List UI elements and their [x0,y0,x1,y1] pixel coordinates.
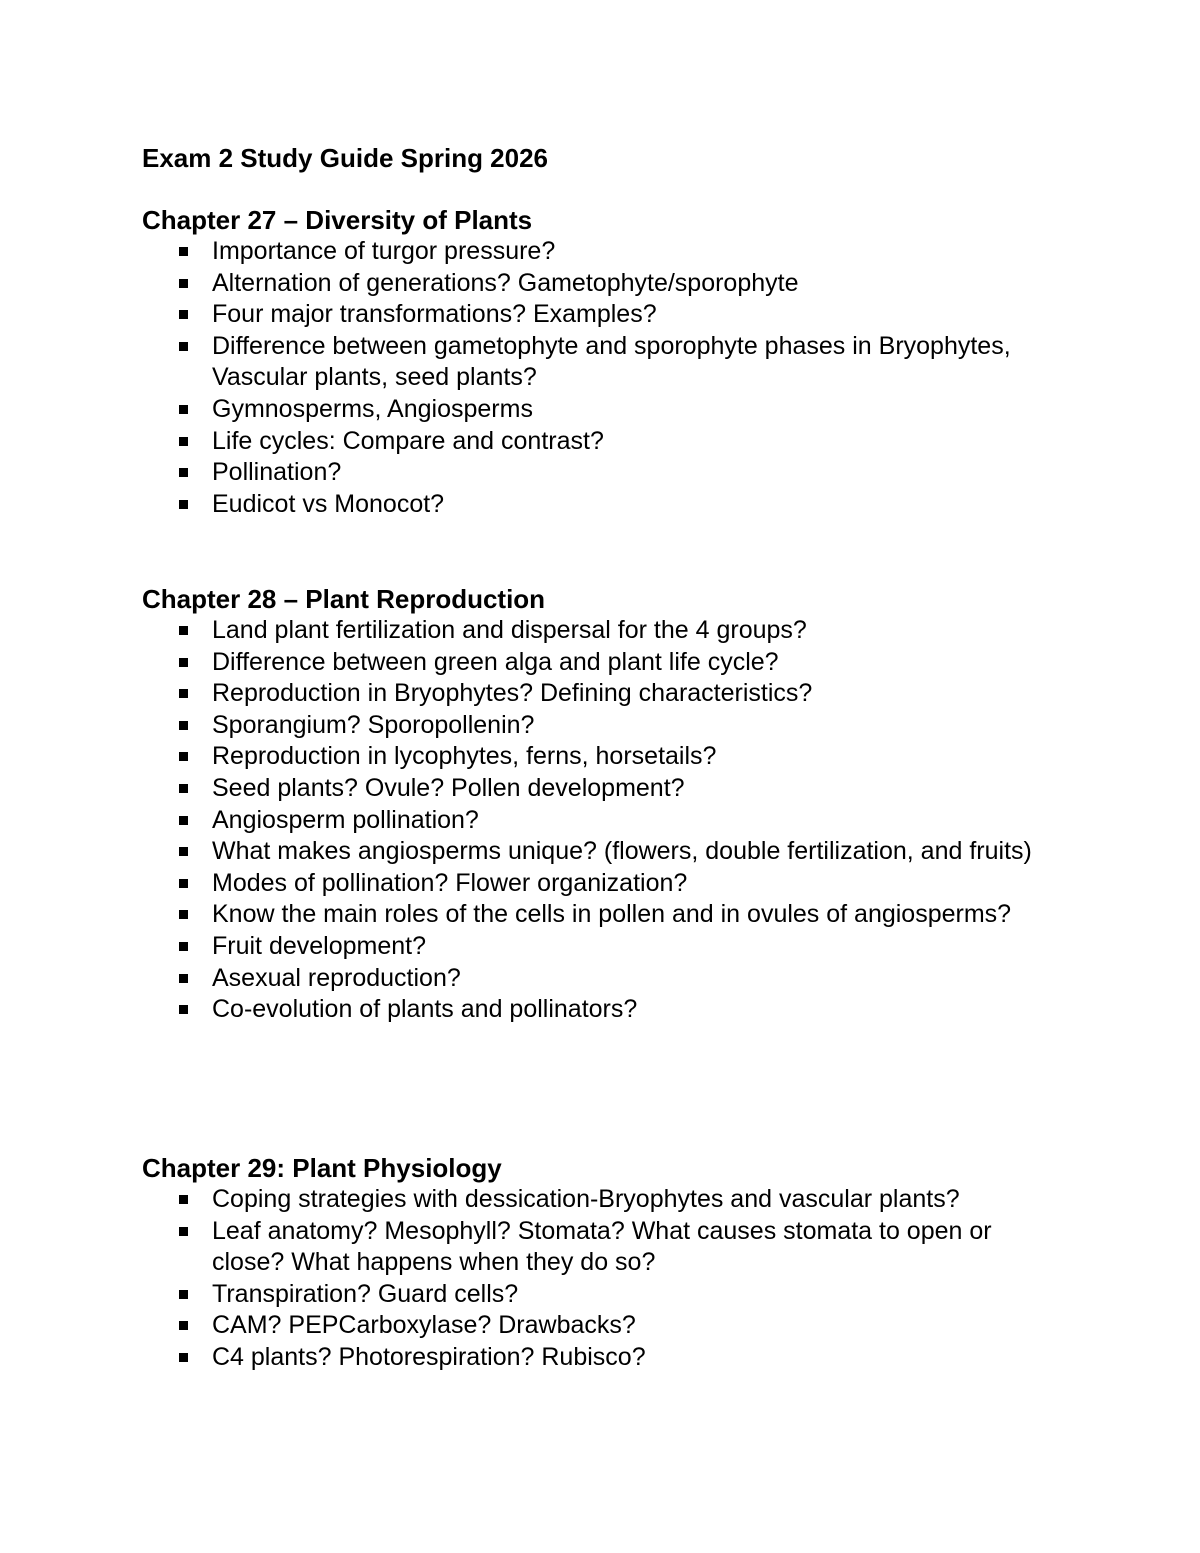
square-bullet-icon [179,500,188,509]
list-item-text: Alternation of generations? Gametophyte/sporophyte [212,268,799,297]
list-item-text: Angiosperm pollination? [212,805,479,834]
document-title: Exam 2 Study Guide Spring 2026 [142,143,549,173]
section-heading: Chapter 29: Plant Physiology [142,1153,502,1183]
list-item [142,836,1062,868]
square-bullet-icon [179,468,188,477]
list-item-text: Know the main roles of the cells in pollen and in ovules of angiosperms? [212,900,1012,929]
square-bullet-icon [179,689,188,698]
list-item [142,741,1062,773]
list-item [142,489,1062,521]
square-bullet-icon [179,721,188,730]
square-bullet-icon [179,910,188,919]
list-item [142,394,1062,426]
list-item-text: Sporangium? Sporopollenin? [212,710,535,739]
list-item-text: Modes of pollination? Flower organization? [212,868,688,897]
section-chapter-28 [142,583,1062,1026]
list-item-text: Difference between green alga and plant life cycle? [212,647,779,676]
list-item-text: Reproduction in lycophytes, ferns, horsetails? [212,742,717,771]
square-bullet-icon [179,342,188,351]
list-item-text: Transpiration? Guard cells? [212,1279,519,1308]
list-item-text: Fruit development? [212,931,427,960]
section-chapter-27 [142,204,1062,520]
list-item [142,805,1062,837]
square-bullet-icon [179,1290,188,1299]
list-item-text: What makes angiosperms unique? (flowers, double fertilization, and fruits) [212,837,1032,866]
square-bullet-icon [179,879,188,888]
list-item-text: Importance of turgor pressure? [212,237,556,265]
square-bullet-icon [179,626,188,635]
list-item [142,1184,1062,1216]
list-item [142,426,1062,458]
list-item [142,710,1062,742]
square-bullet-icon [179,1227,188,1236]
section-chapter-29 [142,1152,1062,1374]
square-bullet-icon [179,784,188,793]
list-item [142,299,1062,331]
bullet-list [142,1184,1062,1374]
bullet-list [142,236,1062,520]
square-bullet-icon [179,247,188,256]
list-item [142,678,1062,710]
list-item-text: Land plant fertilization and dispersal for the 4 groups? [212,616,807,644]
list-item [142,647,1062,679]
list-item-text: Life cycles: Compare and contrast? [212,426,604,455]
list-item-text: Reproduction in Bryophytes? Defining characteristics? [212,679,813,708]
list-item-text: C4 plants? Photorespiration? Rubisco? [212,1342,646,1371]
list-item-text: Gymnosperms, Angiosperms [212,394,533,423]
list-item [142,899,1062,931]
list-item [142,615,1062,647]
list-item-text: Coping strategies with dessication-Bryophytes and vascular plants? [212,1185,960,1213]
list-item [142,773,1062,805]
square-bullet-icon [179,816,188,825]
square-bullet-icon [179,279,188,288]
square-bullet-icon [179,310,188,319]
list-item [142,1279,1062,1311]
list-item-text: Leaf anatomy? Mesophyll? Stomata? What causes stomata to open or close? What happens when they do so? [212,1216,992,1277]
square-bullet-icon [179,942,188,951]
list-item [142,1216,1062,1279]
list-item [142,268,1062,300]
square-bullet-icon [179,1195,188,1204]
list-item-text: CAM? PEPCarboxylase? Drawbacks? [212,1311,636,1340]
square-bullet-icon [179,1005,188,1014]
list-item [142,931,1062,963]
bullet-list [142,615,1062,1026]
list-item-text: Four major transformations? Examples? [212,300,657,329]
square-bullet-icon [179,1321,188,1330]
square-bullet-icon [179,437,188,446]
square-bullet-icon [179,658,188,667]
list-item-text: Eudicot vs Monocot? [212,489,445,518]
list-item [142,1342,1062,1374]
square-bullet-icon [179,752,188,761]
list-item-text: Pollination? [212,458,342,487]
square-bullet-icon [179,974,188,983]
list-item-text: Co-evolution of plants and pollinators? [212,995,638,1024]
list-item [142,457,1062,489]
square-bullet-icon [179,847,188,856]
list-item [142,1310,1062,1342]
square-bullet-icon [179,405,188,414]
list-item [142,963,1062,995]
list-item-text: Seed plants? Ovule? Pollen development? [212,773,685,802]
square-bullet-icon [179,1353,188,1362]
list-item [142,868,1062,900]
list-item-text: Asexual reproduction? [212,963,461,992]
list-item-text: Difference between gametophyte and sporophyte phases in Bryophytes, Vascular plants, seed plants? [212,331,1011,392]
section-heading: Chapter 28 – Plant Reproduction [142,584,546,614]
list-item [142,236,1062,268]
list-item [142,994,1062,1026]
list-item [142,331,1062,394]
section-heading: Chapter 27 – Diversity of Plants [142,205,533,235]
